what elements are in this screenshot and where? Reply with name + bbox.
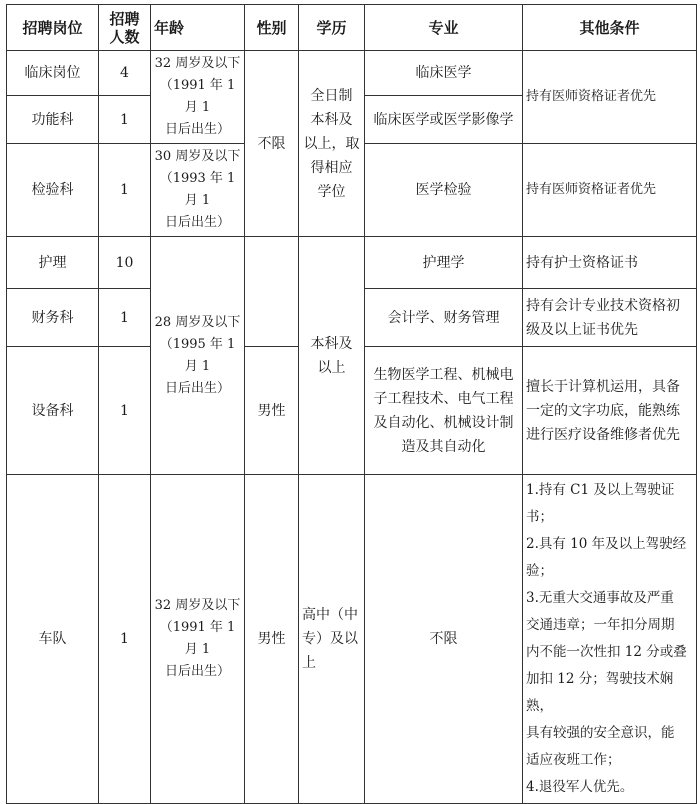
recruitment-table (6, 4, 697, 804)
other-cell: 持有医师资格证者优先 (523, 51, 697, 144)
header-post: 招聘岗位 (7, 5, 99, 51)
header-count: 招聘 人数 (99, 5, 151, 51)
age-cell: 28 周岁及以下 （1995 年 1 月 1 日后出生） (151, 237, 245, 475)
other-cell: 持有医师资格证者优先 (523, 144, 697, 237)
post-cell: 财务科 (7, 289, 99, 347)
header-other: 其他条件 (523, 5, 697, 51)
major-cell: 生物医学工程、机械电 子工程技术、电气工程 及自动化、机械设计制 造及其自动化 (365, 347, 523, 475)
gender-cell: 不限 (245, 51, 299, 237)
header-age: 年龄 (151, 5, 245, 51)
major-cell: 医学检验 (365, 144, 523, 237)
major-cell: 护理学 (365, 237, 523, 289)
age-cell: 32 周岁及以下 （1991 年 1 月 1 日后出生） (151, 51, 245, 144)
post-cell: 检验科 (7, 144, 99, 237)
post-cell: 功能科 (7, 96, 99, 144)
count-cell: 10 (99, 237, 151, 289)
table-row (7, 475, 697, 804)
post-cell: 临床岗位 (7, 51, 99, 96)
education-cell: 全日制 本科及 以上，取 得相应 学位 (299, 51, 365, 237)
table-row (7, 51, 697, 96)
post-cell: 车队 (7, 475, 99, 804)
count-cell: 1 (99, 96, 151, 144)
post-cell: 护理 (7, 237, 99, 289)
count-cell: 1 (99, 144, 151, 237)
header-major: 专业 (365, 5, 523, 51)
table-row (7, 237, 697, 289)
major-cell: 会计学、财务管理 (365, 289, 523, 347)
education-cell: 高中（中 专）及以 上 (299, 475, 365, 804)
post-cell: 设备科 (7, 347, 99, 475)
other-cell: 1.持有 C1 及以上驾驶证 书； 2.具有 10 年及以上驾驶经 验； 3.无重大交通事故及严重 交通违章；一年扣分周期 内不能一次性扣 12 分或叠 加扣 12 分；驾驶技术娴熟， 具有较强的安全意识，能 适应夜班工作； 4.退役军人优先。 (523, 475, 697, 804)
other-cell: 持有会计专业技术资格初 级及以上证书优先 (523, 289, 697, 347)
count-cell: 1 (99, 347, 151, 475)
count-cell: 1 (99, 475, 151, 804)
header-education: 学历 (299, 5, 365, 51)
age-cell: 30 周岁及以下 （1993 年 1 月 1 日后出生） (151, 144, 245, 237)
major-cell: 临床医学或医学影像学 (365, 96, 523, 144)
gender-cell (245, 237, 299, 347)
major-cell: 不限 (365, 475, 523, 804)
education-cell: 本科及 以上 (299, 237, 365, 475)
age-cell: 32 周岁及以下 （1991 年 1 月 1 日后出生） (151, 475, 245, 804)
other-cell: 持有护士资格证书 (523, 237, 697, 289)
gender-cell: 男性 (245, 347, 299, 475)
major-cell: 临床医学 (365, 51, 523, 96)
header-gender: 性别 (245, 5, 299, 51)
count-cell: 4 (99, 51, 151, 96)
other-cell: 擅长于计算机运用，具备 一定的文字功底，能熟练 进行医疗设备维修者优先 (523, 347, 697, 475)
count-cell: 1 (99, 289, 151, 347)
header-row (7, 5, 697, 51)
gender-cell: 男性 (245, 475, 299, 804)
